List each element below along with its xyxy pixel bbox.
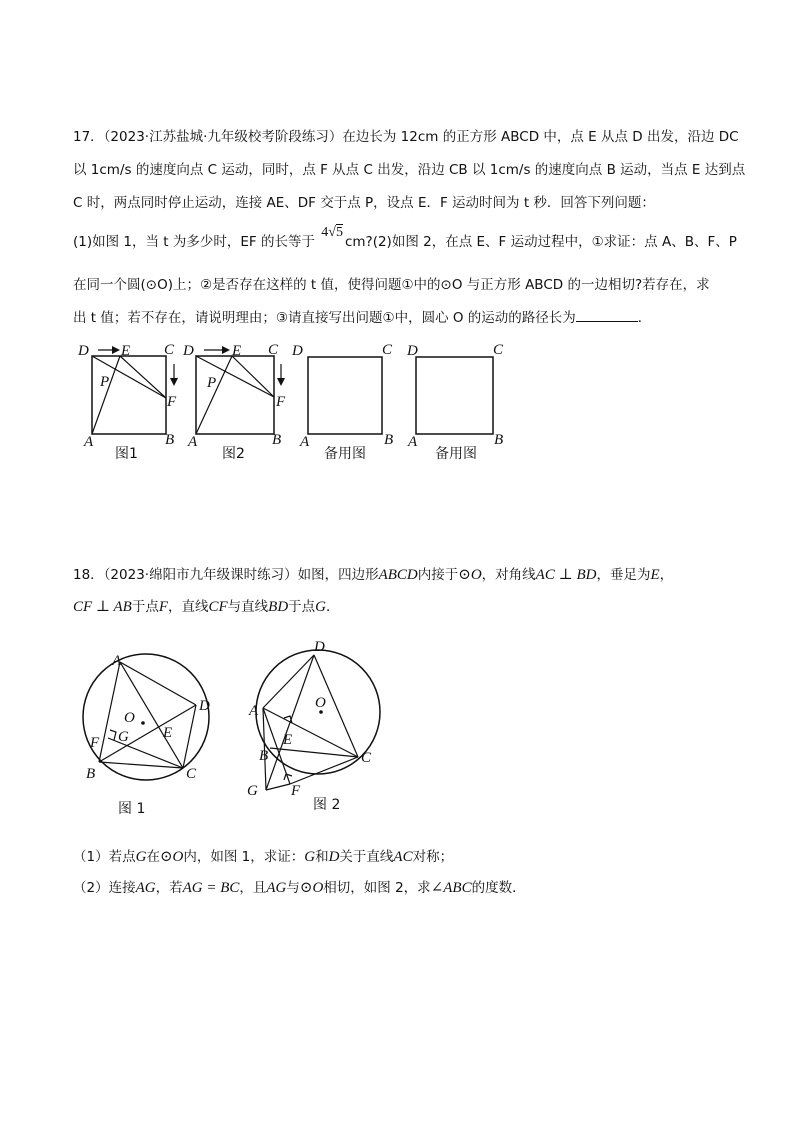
label-C: C (186, 766, 197, 782)
label-F: F (90, 735, 100, 751)
label-C: C (382, 342, 393, 358)
q18-line-2 (73, 598, 340, 616)
q17-text-1: 在边长为 12cm 的正方形 ABCD 中，点 E 从点 D 出发，沿边 DC (342, 129, 739, 145)
q18-text: 与 (286, 880, 300, 896)
q18-text: 在 (146, 849, 160, 865)
q17-line-1 (73, 128, 739, 146)
label-A: A (112, 653, 122, 669)
q17-number: 17． (73, 129, 104, 145)
label-B: B (259, 748, 269, 764)
caption-fig-1: 图1 (115, 446, 138, 462)
q17-figures (0, 338, 800, 478)
q17-text-6b: ． (637, 310, 652, 326)
answer-blank[interactable] (576, 309, 638, 322)
label-F: F (167, 394, 177, 410)
caption-spare-2: 备用图 (435, 446, 477, 462)
label-D: D (78, 343, 89, 359)
math-G: G (315, 599, 327, 615)
label-A: A (188, 434, 198, 450)
q18-figure-1 (83, 653, 210, 817)
q18-text: 内，如图 1，求证： (183, 849, 305, 865)
math-perp-2: CF ⊥ AB (73, 599, 132, 615)
q18-number: 18． (73, 567, 104, 583)
caption-fig-2: 图 2 (313, 797, 341, 813)
math-circle: ⊙O (458, 567, 482, 583)
label-E: E (121, 343, 131, 359)
label-B: B (384, 432, 394, 448)
label-D: D (199, 698, 210, 714)
q17-figure-1 (77, 342, 178, 462)
caption-fig-2: 图2 (222, 446, 245, 462)
math-F: F (158, 599, 168, 615)
label-B: B (165, 432, 175, 448)
q18-figures (0, 632, 800, 822)
q18-text: （1）若点 (73, 849, 136, 865)
q17-figure-2 (182, 342, 286, 462)
q17-spare-figure-1 (291, 342, 393, 462)
q18-text: ，且 (239, 880, 267, 896)
q18-text: 相切，如图 2，求 (323, 880, 431, 896)
q17-text-4b: cm?(2)如图 2，在点 E、F 运动过程中，①求证：点 A、B、F、P (344, 234, 737, 250)
math-circle: ⊙O (159, 849, 184, 865)
q18-text: ，垂足为 (596, 567, 651, 583)
label-O: O (315, 695, 326, 711)
q17-text-4a: (1)如图 1，当 t 为多少时，EF 的长等于 (73, 234, 315, 250)
q17-line-2: 以 1cm/s 的速度向点 C 运动，同时，点 F 从点 C 出发，沿边 CB 以 1cm/s 的速度向点 B 运动，当点 E 达到点 (73, 162, 746, 178)
label-D: D (407, 343, 418, 359)
label-C: C (493, 342, 504, 358)
math-G: G (135, 849, 147, 865)
label-B: B (86, 766, 96, 782)
sqrt-sign-icon: √ (328, 225, 336, 240)
label-F: F (291, 783, 301, 799)
q17-line-4 (73, 225, 737, 252)
caption-spare-1: 备用图 (324, 446, 366, 462)
q18-text: 与直线 (227, 599, 269, 615)
label-O: O (124, 710, 135, 726)
math-E: E (650, 567, 660, 583)
label-C: C (361, 750, 372, 766)
q17-line-6 (73, 309, 651, 327)
label-A: A (300, 434, 310, 450)
math-AG: AG (135, 880, 156, 896)
q18-text: 如图，四边形 (297, 567, 379, 583)
label-D: D (314, 639, 325, 655)
q18-figure-2 (247, 639, 380, 813)
center-dot-icon (141, 721, 145, 725)
q17-line-3: C 时，两点同时停止运动，连接 AE、DF 交于点 P，设点 E．F 运动时间为 t 秒．回答下列问题： (73, 195, 655, 211)
label-E: E (163, 725, 173, 741)
math-D: D (328, 849, 340, 865)
label-A: A (249, 703, 259, 719)
label-P: P (100, 374, 110, 390)
math-AC: AC (393, 849, 413, 865)
q18-text: ，若 (155, 880, 183, 896)
radical-coefficient: 4 (321, 225, 329, 240)
math-G: G (304, 849, 316, 865)
label-A: A (408, 434, 418, 450)
math-circle: ⊙O (299, 880, 324, 896)
q18-text: 于点 (131, 599, 159, 615)
q18-line-1 (73, 566, 673, 584)
q17-text-6a: 出 t 值；若不存在，请说明理由；③请直接写出问题①中，圆心 O 的运动的路径长为 (73, 310, 576, 326)
label-B: B (494, 432, 504, 448)
label-G: G (118, 729, 129, 745)
label-D: D (292, 343, 303, 359)
math-BD: BD (268, 599, 289, 615)
label-C: C (268, 342, 279, 358)
q18-text: 内接于 (417, 567, 459, 583)
q18-text: （2）连接 (73, 880, 136, 896)
q18-text: 关于直线 (339, 849, 394, 865)
math-equation: AG = BC (182, 880, 240, 896)
label-P: P (207, 375, 217, 391)
q18-source: （2023·绵阳市九年级课时练习） (103, 567, 298, 583)
label-A: A (84, 434, 94, 450)
math-AG: AG (266, 880, 287, 896)
q18-text: 的度数． (471, 880, 526, 896)
label-C: C (164, 342, 175, 358)
radicand: 5 (335, 225, 343, 240)
q17-source: （2023·江苏盐城·九年级校考阶段练习） (103, 129, 343, 145)
q18-text: ， (659, 567, 674, 583)
q18-text: 对称； (412, 849, 454, 865)
math-quad: ABCD (378, 567, 418, 583)
q18-text: 于点 (288, 599, 316, 615)
math-perp-1: AC ⊥ BD (535, 567, 597, 583)
label-D: D (183, 343, 194, 359)
q18-text: ，直线 (168, 599, 209, 615)
q18-text: ． (326, 599, 340, 615)
q17-line-5: 在同一个圆(⊙O)上；②是否存在这样的 t 值，使得问题①中的⊙O 与正方形 ABCD 的一边相切?若存在，求 (73, 277, 710, 293)
q18-part-1 (73, 848, 453, 866)
q17-spare-figure-2 (406, 342, 504, 462)
q18-part-2 (73, 879, 526, 897)
label-F: F (276, 394, 286, 410)
math-angle: ∠ABC (430, 880, 472, 896)
label-E: E (283, 732, 293, 748)
label-G: G (247, 783, 258, 799)
math-CF: CF (208, 599, 228, 615)
label-E: E (232, 343, 242, 359)
caption-fig-1: 图 1 (118, 801, 146, 817)
q18-text: 和 (315, 849, 329, 865)
q18-text: ，对角线 (481, 567, 536, 583)
radical-expression (321, 224, 343, 242)
label-B: B (272, 432, 282, 448)
